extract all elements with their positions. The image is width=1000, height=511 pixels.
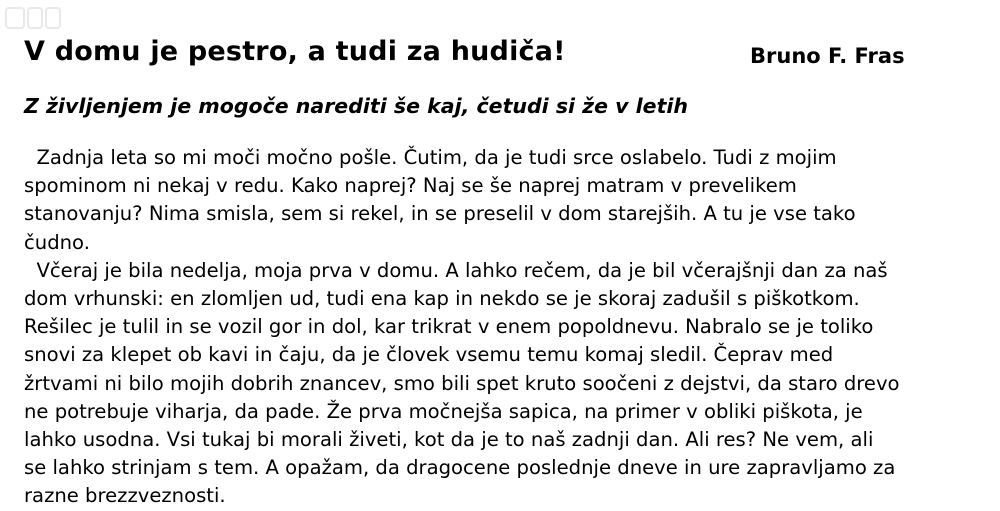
body-line: čudno. bbox=[24, 230, 90, 254]
article-title: V domu je pestro, a tudi za hudiča! bbox=[24, 36, 566, 67]
body-line: stanovanju? Nima smisla, sem si rekel, in se preselil v dom starejših. A tu je vse tako bbox=[24, 202, 856, 226]
body-line: razne brezzveznosti. bbox=[24, 484, 226, 508]
body-line: Rešilec je tulil in se vozil gor in dol, kar trikrat v enem popoldnevu. Nabralo se je toliko bbox=[24, 315, 874, 339]
article-author: Bruno F. Fras bbox=[750, 44, 905, 68]
body-line: žrtvami ni bilo mojih dobrih znancev, smo bili spet kruto soočeni z dejstvi, da staro drevo bbox=[24, 371, 900, 395]
article-header bbox=[24, 36, 944, 76]
article-subtitle: Z življenjem je mogoče narediti še kaj, četudi si že v letih bbox=[24, 94, 689, 118]
body-line: Zadnja leta so mi moči močno pošle. Čutim, da je tudi srce oslabelo. Tudi z mojim bbox=[24, 146, 837, 169]
body-line: ne potrebuje viharja, da pade. Že prva močnejša sapica, na primer v obliki piškota, je bbox=[24, 399, 863, 423]
body-line: spominom ni nekaj v redu. Kako naprej? Naj se še naprej matram v prevelikem bbox=[24, 174, 797, 198]
body-line: Včeraj je bila nedelja, moja prva v domu. A lahko rečem, da je bil včerajšnji dan za naš bbox=[24, 258, 888, 282]
article-body bbox=[24, 144, 984, 511]
body-line: lahko usodna. Vsi tukaj bi morali živeti, kot da je to naš zadnji dan. Ali res? Ne vem, ali bbox=[24, 428, 874, 452]
body-line: snovi za klepet ob kavi in čaju, da je človek vsemu temu komaj sledil. Čeprav med bbox=[24, 343, 834, 367]
body-line: dom vrhunski: en zlomljen ud, tudi ena kap in nekdo se je skoraj zadušil s piškotkom. bbox=[24, 287, 860, 311]
body-line: se lahko strinjam s tem. A opažam, da dragocene poslednje dneve in ure zapravljamo za bbox=[24, 456, 896, 480]
watermark-logo-icon bbox=[4, 4, 64, 32]
